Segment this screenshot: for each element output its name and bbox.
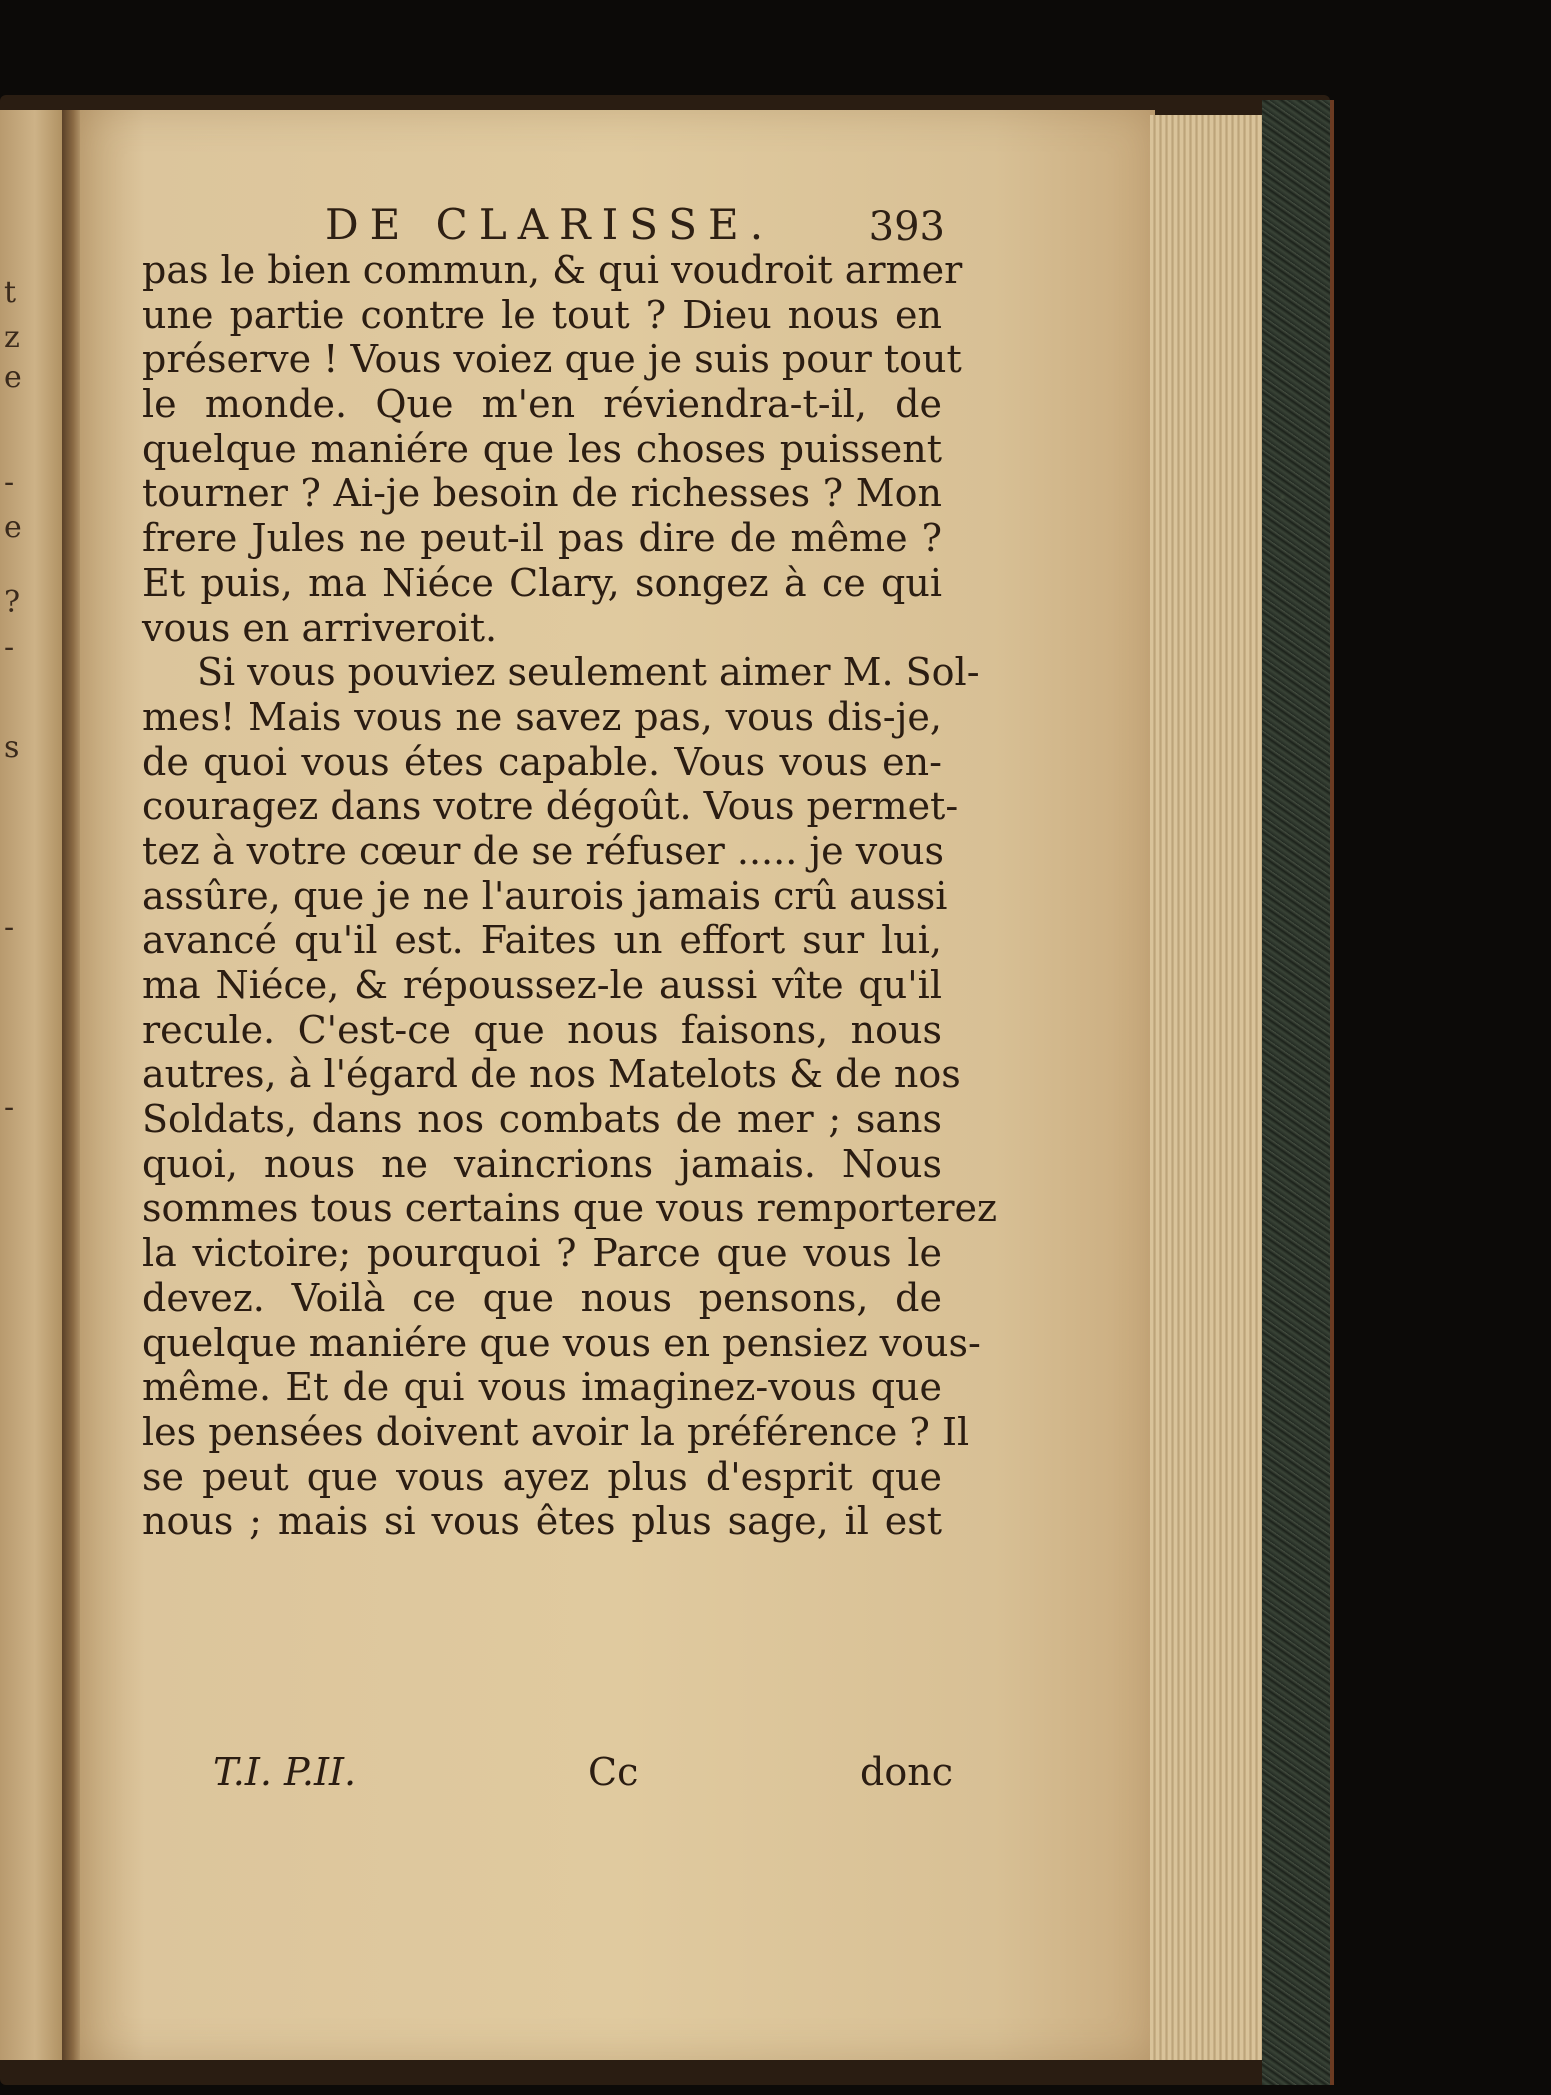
left-page-fragment: - xyxy=(4,1090,15,1125)
quire-mark: Cc xyxy=(588,1750,639,1794)
page-number: 393 xyxy=(868,204,945,250)
signature-mark: T.I. P.II. xyxy=(213,1750,357,1794)
left-page-edge xyxy=(0,110,70,2060)
text-line: préserve ! Vous voiez que je suis pour tout xyxy=(142,337,962,382)
text-line: tez à votre cœur de se réfuser ..... je vous xyxy=(142,828,945,873)
left-page-fragment: e xyxy=(4,510,22,545)
left-page-fragment: - xyxy=(4,630,15,665)
text-line: une partie contre le tout ? Dieu nous en xyxy=(142,292,942,337)
page-footer xyxy=(213,1750,953,1800)
text-line: la victoire; pourquoi ? Parce que vous le xyxy=(142,1231,942,1276)
left-page-fragment: z xyxy=(4,320,20,355)
text-line: Soldats, dans nos combats de mer ; sans xyxy=(142,1097,942,1142)
text-line: quoi, nous ne vaincrions jamais. Nous xyxy=(142,1141,942,1186)
running-head: DE CLARISSE. xyxy=(325,200,775,249)
text-line: vous en arriveroit. xyxy=(142,605,498,650)
left-page-fragment: t xyxy=(4,275,17,310)
text-line: Et puis, ma Niéce Clary, songez à ce qui xyxy=(142,560,942,605)
left-page-fragment: - xyxy=(4,465,15,500)
body-text xyxy=(142,248,998,1544)
text-line: avancé qu'il est. Faites un effort sur lui, xyxy=(142,918,942,963)
left-page-fragment: - xyxy=(4,910,15,945)
text-line: ma Niéce, & répoussez-le aussi vîte qu'il xyxy=(142,963,942,1007)
left-page-fragment: ? xyxy=(4,585,21,620)
left-page-fragment: s xyxy=(4,730,20,765)
text-line: couragez dans votre dégoût. Vous permet- xyxy=(142,784,959,829)
paragraph-start-line: Si vous pouviez seulement aimer M. Sol- xyxy=(197,650,980,695)
left-page-fragment: e xyxy=(4,360,22,395)
text-line: assûre, que je ne l'aurois jamais crû aussi xyxy=(142,873,948,918)
text-line: les pensées doivent avoir la préférence ? Il xyxy=(142,1409,970,1454)
page-edges xyxy=(1150,115,1265,2060)
text-line: quelque maniére que vous en pensiez vous- xyxy=(142,1320,981,1365)
text-line: quelque maniére que les choses puissent xyxy=(142,426,942,471)
text-line: autres, à l'égard de nos Matelots & de nos xyxy=(142,1052,961,1097)
text-line: recule. C'est-ce que nous faisons, nous xyxy=(142,1007,942,1052)
text-line: se peut que vous ayez plus d'esprit que xyxy=(142,1454,942,1499)
text-line: mes! Mais vous ne savez pas, vous dis-je, xyxy=(142,694,942,739)
book-cover-edge xyxy=(1262,100,1334,2085)
text-line: devez. Voilà ce que nous pensons, de xyxy=(142,1275,942,1320)
text-line: tourner ? Ai-je besoin de richesses ? Mon xyxy=(142,471,942,516)
text-line: même. Et de qui vous imaginez-vous que xyxy=(142,1365,942,1410)
text-line: sommes tous certains que vous remporterez xyxy=(142,1186,998,1231)
text-line: nous ; mais si vous êtes plus sage, il est xyxy=(142,1499,942,1544)
text-line: le monde. Que m'en réviendra-t-il, de xyxy=(142,382,942,427)
text-line: pas le bien commun, & qui voudroit armer xyxy=(142,248,963,292)
text-line: de quoi vous étes capable. Vous vous en- xyxy=(142,739,942,784)
catchword: donc xyxy=(860,1750,953,1794)
text-line: frere Jules ne peut-il pas dire de même ? xyxy=(142,516,942,561)
